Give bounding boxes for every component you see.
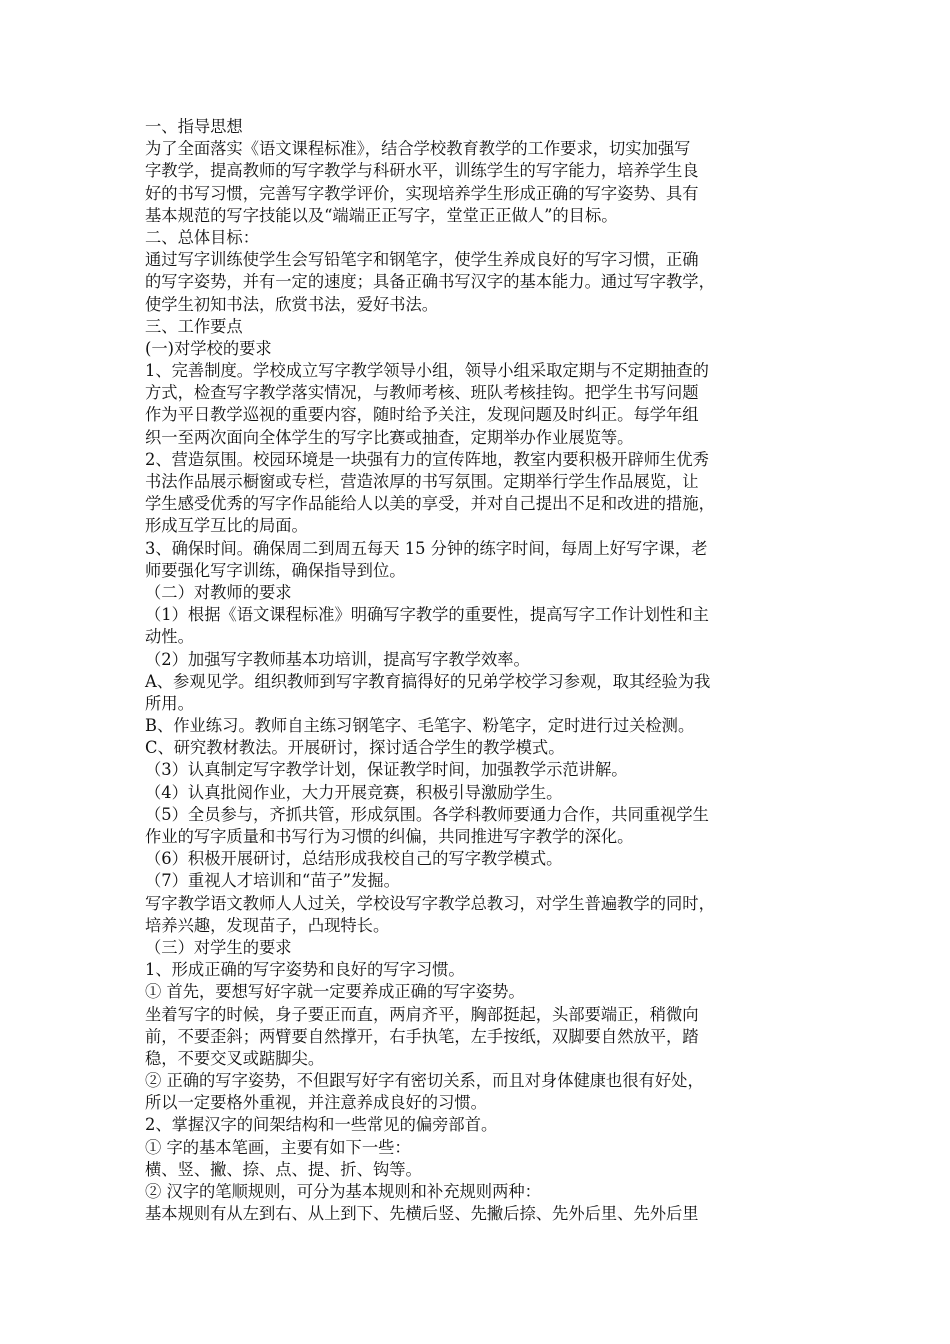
text-line: 培养兴趣，发现苗子，凸现特长。 — [145, 915, 390, 935]
text-line: 1、完善制度。学校成立写字教学领导小组，领导小组采取定期与不定期抽查的 — [145, 361, 709, 381]
text-line: 学生感受优秀的写字作品能给人以美的享受，并对自己提出不足和改进的措施， — [145, 494, 715, 514]
text-line: 基本规范的写字技能以及“端端正正写字，堂堂正正做人”的目标。 — [145, 205, 618, 225]
text-line: 写字教学语文教师人人过关，学校设写字教学总教习，对学生普遍教学的同时， — [145, 893, 715, 913]
text-line: 师要强化写字训练，确保指导到位。 — [145, 560, 406, 580]
text-line: 使学生初知书法，欣赏书法，爱好书法。 — [145, 294, 439, 314]
text-line: 所以一定要格外重视，并注意养成良好的习惯。 — [145, 1093, 487, 1113]
text-line: (一)对学校的要求 — [145, 338, 272, 358]
text-line: 一、指导思想 — [145, 117, 243, 136]
text-line: （3）认真制定写字教学计划，保证教学时间，加强教学示范讲解。 — [145, 760, 628, 780]
text-line: 稳，不要交叉或踮脚尖。 — [145, 1048, 325, 1068]
text-line: 好的书写习惯，完善写字教学评价，实现培养学生形成正确的写字姿势、具有 — [145, 183, 699, 203]
text-line: （二）对教师的要求 — [145, 582, 292, 602]
text-line: （5）全员参与，齐抓共管，形成氛围。各学科教师要通力合作，共同重视学生 — [145, 804, 709, 824]
text-line: ② 汉字的笔顺规则，可分为基本规则和补充规则两种： — [145, 1182, 541, 1201]
text-line: C、研究教材教法。开展研讨，探讨适合学生的教学模式。 — [145, 738, 565, 758]
text-line: 坐着写字的时候，身子要正而直，两肩齐平，胸部挺起，头部要端正，稍微向 — [145, 1004, 699, 1024]
text-line: 字教学，提高教师的写字教学与科研水平，训练学生的写字能力，培养学生良 — [145, 161, 699, 181]
text-line: 1、形成正确的写字姿势和良好的写字习惯。 — [145, 960, 465, 980]
text-line: 3、确保时间。确保周二到周五每天 15 分钟的练字时间，每周上好写字课，老 — [145, 538, 708, 558]
text-line: 三、工作要点 — [145, 316, 243, 336]
text-line: （4）认真批阅作业，大力开展竞赛，积极引导激励学生。 — [145, 782, 563, 802]
document-body — [145, 116, 813, 1225]
text-line: 基本规则有从左到右、从上到下、先横后竖、先撇后捺、先外后里、先外后里 — [145, 1204, 699, 1224]
text-line: （7）重视人才培训和“苗子”发掘。 — [145, 871, 400, 891]
text-line: ② 正确的写字姿势，不但跟写好字有密切关系，而且对身体健康也很有好处， — [145, 1071, 704, 1091]
text-line: 2、掌握汉字的间架结构和一些常见的偏旁部首。 — [145, 1115, 498, 1135]
text-line: 前，不要歪斜；两臂要自然撑开，右手执笔，左手按纸，双脚要自然放平，踏 — [145, 1026, 699, 1046]
text-line: 为了全面落实《语文课程标准》，结合学校教育教学的工作要求，切实加强写 — [145, 139, 691, 159]
text-line: （2）加强写字教师基本功培训，提高写字教学效率。 — [145, 649, 530, 669]
text-line: （三）对学生的要求 — [145, 937, 292, 957]
text-line: （1）根据《语文课程标准》明确写字教学的重要性，提高写字工作计划性和主 — [145, 605, 709, 625]
text-line: 书法作品展示橱窗或专栏，营造浓厚的书写氛围。定期举行学生作品展览，让 — [145, 472, 699, 491]
text-line: 动性。 — [145, 627, 194, 647]
text-line: 的写字姿势，并有一定的速度；具备正确书写汉字的基本能力。通过写字教学， — [145, 272, 715, 292]
text-line: A、参观见学。组织教师到写字教育搞得好的兄弟学校学习参观，取其经验为我 — [145, 671, 711, 691]
text-line: 二、总体目标： — [145, 227, 259, 247]
text-line: B、作业练习。教师自主练习钢笔字、毛笔字、粉笔字，定时进行过关检测。 — [145, 716, 695, 736]
text-line: （6）积极开展研讨，总结形成我校自己的写字教学模式。 — [145, 849, 563, 869]
text-line: 通过写字训练使学生会写铅笔字和钢笔字，使学生养成良好的写字习惯，正确 — [145, 250, 699, 270]
text-line: ① 字的基本笔画，主要有如下一些： — [145, 1137, 411, 1157]
text-line: 形成互学互比的局面。 — [145, 516, 308, 536]
text-line: 方式，检查写字教学落实情况，与教师考核、班队考核挂钩。把学生书写问题 — [145, 383, 699, 403]
text-line: 作为平日教学巡视的重要内容，随时给予关注，发现问题及时纠正。每学年组 — [145, 405, 699, 425]
text-line: ① 首先，要想写好字就一定要养成正确的写字姿势。 — [145, 982, 525, 1002]
text-line: 织一至两次面向全体学生的写字比赛或抽查，定期举办作业展览等。 — [145, 427, 634, 447]
text-line: 作业的写字质量和书写行为习惯的纠偏，共同推进写字教学的深化。 — [145, 827, 634, 846]
text-line: 横、竖、撇、捺、点、提、折、钩等。 — [145, 1159, 422, 1179]
text-line: 所用。 — [145, 693, 194, 713]
text-line: 2、营造氛围。校园环境是一块强有力的宣传阵地，教室内要积极开辟师生优秀 — [145, 449, 709, 469]
